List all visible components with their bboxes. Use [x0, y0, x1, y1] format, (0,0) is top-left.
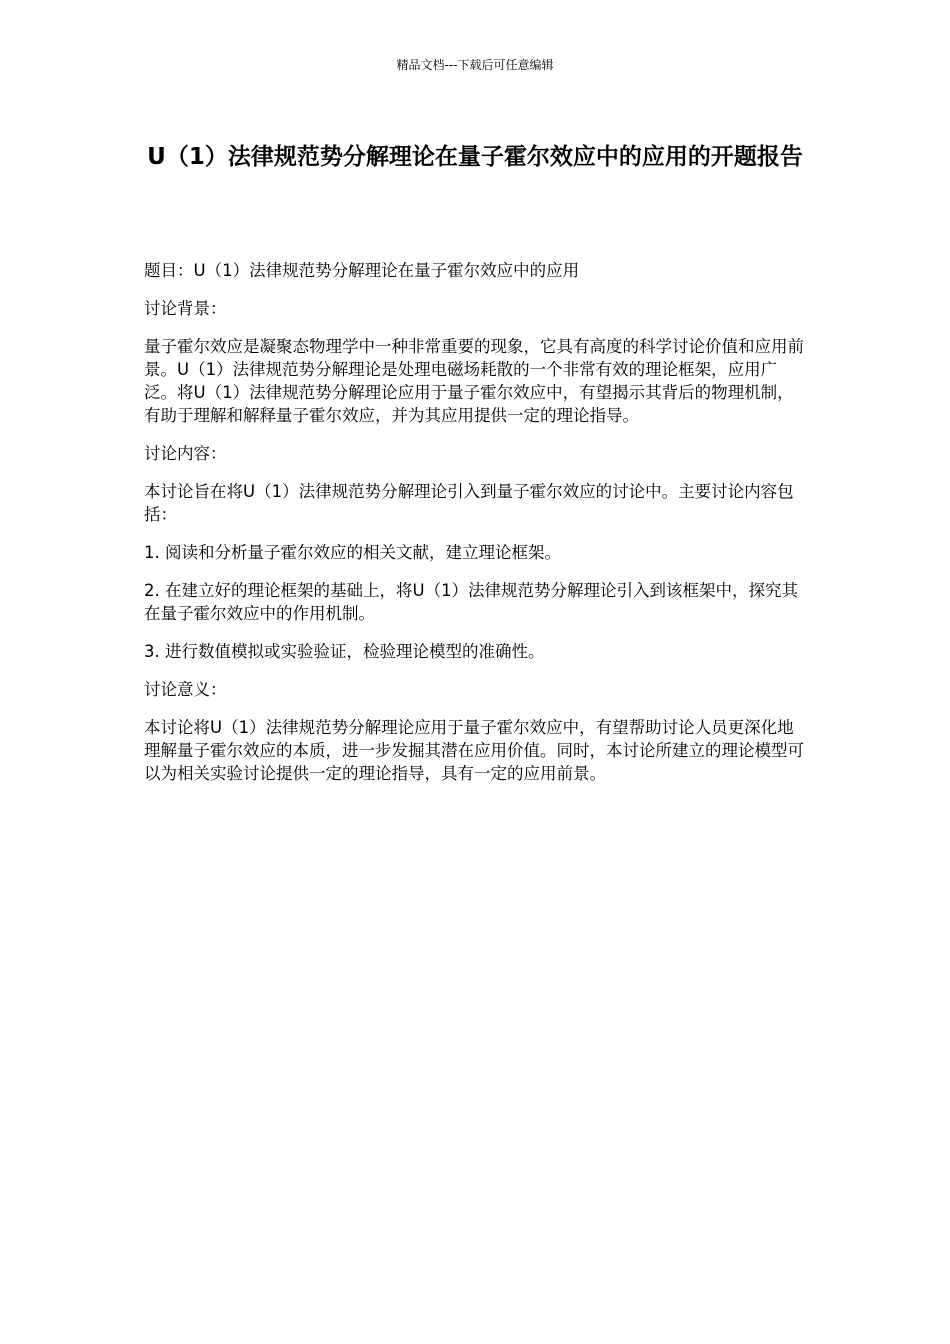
- background-heading: 讨论背景：: [144, 299, 227, 318]
- content-intro-paragraph: 本讨论旨在将U（1）法律规范势分解理论引入到量子霍尔效应的讨论中。主要讨论内容包括：: [144, 482, 794, 524]
- background-paragraph: 量子霍尔效应是凝聚态物理学中一种非常重要的现象，它具有高度的科学讨论价值和应用前景。U（1）法律规范势分解理论是处理电磁场耗散的一个非常有效的理论框架，应用广泛。将U（1）法律规范势分解理论应用于量子霍尔效应中，有望揭示其背后的物理机制，有助于理解和解释量子霍尔效应，并为其应用提供一定的理论指导。: [144, 337, 804, 425]
- page-header: 精品文档---下载后可任意编辑: [396, 58, 554, 72]
- document-title: U（1）法律规范势分解理论在量子霍尔效应中的应用的开题报告: [147, 144, 803, 170]
- significance-heading: 讨论意义：: [144, 680, 227, 699]
- document-body: [144, 259, 808, 800]
- list-item: 2. 在建立好的理论框架的基础上，将U（1）法律规范势分解理论引入到该框架中，探究其在量子霍尔效应中的作用机制。: [144, 581, 799, 623]
- content-heading: 讨论内容：: [144, 444, 227, 463]
- significance-paragraph: 本讨论将U（1）法律规范势分解理论应用于量子霍尔效应中，有望帮助讨论人员更深化地理解量子霍尔效应的本质，进一步发掘其潜在应用价值。同时，本讨论所建立的理论模型可以为相关实验讨论提供一定的理论指导，具有一定的应用前景。: [144, 718, 804, 783]
- list-item: 1. 阅读和分析量子霍尔效应的相关文献，建立理论框架。: [144, 543, 561, 562]
- topic-line: 题目：U（1）法律规范势分解理论在量子霍尔效应中的应用: [144, 261, 580, 280]
- list-item: 3. 进行数值模拟或实验验证，检验理论模型的准确性。: [144, 642, 545, 661]
